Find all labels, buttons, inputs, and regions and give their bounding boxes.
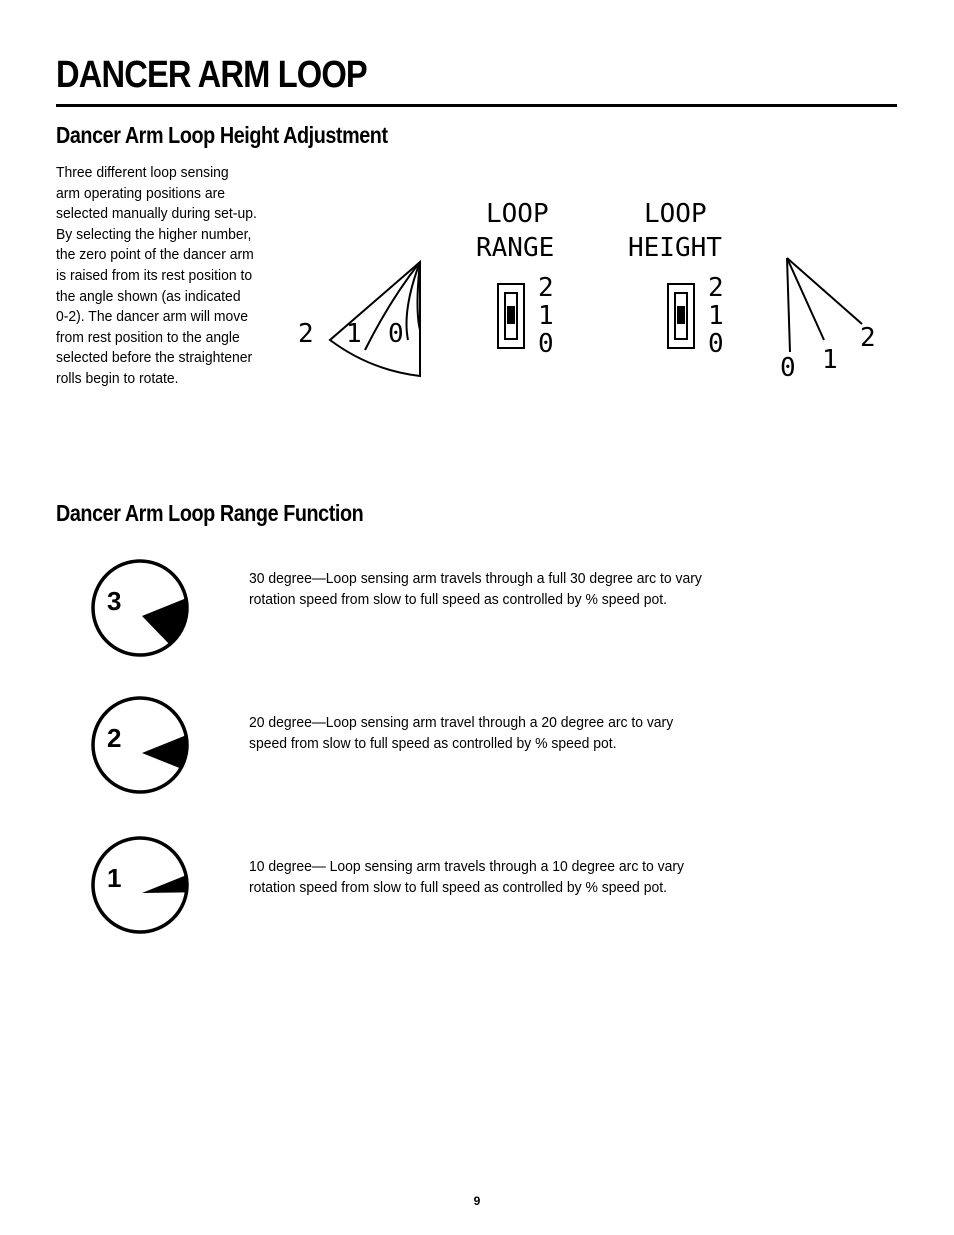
fan-label-1: 1 (346, 319, 362, 349)
description-line: rolls begin to rotate. (56, 369, 179, 387)
range-dial-1 (90, 835, 190, 935)
height-section-heading: Dancer Arm Loop Height Adjustment (56, 122, 388, 148)
description-line: the zero point of the dancer arm (56, 246, 254, 264)
height-label-line2: HEIGHT (628, 233, 722, 263)
range-switch-pos-0: 0 (538, 329, 554, 359)
range-switch-pos-1: 1 (538, 301, 554, 331)
page-title: DANCER ARM LOOP (56, 54, 367, 96)
fan-label-2: 2 (298, 319, 314, 349)
description-line: 0-2). The dancer arm will move (56, 308, 249, 326)
dial-wedge (142, 598, 187, 644)
height-switch-pos-0: 0 (708, 329, 724, 359)
height-label-line1: LOOP (644, 199, 707, 229)
height-switch-knob (678, 307, 684, 323)
title-divider (56, 104, 897, 107)
dial-wedge (142, 735, 187, 768)
arm-label-0: 0 (780, 353, 796, 383)
page-number: 9 (473, 1194, 481, 1208)
range-section-heading: Dancer Arm Loop Range Function (56, 500, 364, 526)
description-line: is raised from its rest position to (56, 266, 253, 284)
range-label-line2: RANGE (476, 233, 555, 263)
range-item-description (249, 713, 673, 754)
description-line: the angle shown (as indicated (56, 287, 241, 305)
description-line: from rest position to the angle (56, 328, 240, 346)
range-item-description (249, 569, 702, 610)
description-line: rotation speed from slow to full speed as controlled by % speed pot. (249, 590, 667, 608)
description-line: speed from slow to full speed as controlled by % speed pot. (249, 734, 617, 752)
arm-line-0 (787, 258, 790, 352)
description-line: selected before the straightener (56, 349, 253, 367)
fan-label-0: 0 (388, 319, 404, 349)
dial-number: 2 (107, 723, 122, 753)
range-label-line1: LOOP (486, 199, 549, 229)
range-dial-2 (90, 695, 190, 795)
height-switch-pos-1: 1 (708, 301, 724, 331)
arm-label-1: 1 (822, 345, 838, 375)
description-line: 10 degree— Loop sensing arm travels through a 10 degree arc to vary (249, 858, 685, 875)
description-line: rotation speed from slow to full speed as controlled by % speed pot. (249, 878, 667, 896)
dial-number: 3 (107, 586, 122, 616)
range-dial-3 (90, 558, 190, 658)
description-line: Three different loop sensing (56, 164, 229, 181)
dial-wedge (142, 875, 187, 893)
arm-line-2 (787, 258, 862, 324)
arm-line-1 (787, 258, 824, 340)
description-line: arm operating positions are (56, 184, 226, 202)
loop-height-diagram (290, 190, 890, 390)
dial-number: 1 (107, 863, 122, 893)
description-line: 20 degree—Loop sensing arm travel through a 20 degree arc to vary (249, 714, 674, 731)
description-line: By selecting the higher number, (56, 225, 252, 243)
range-item-description (249, 857, 684, 898)
description-line: 30 degree—Loop sensing arm travels through a full 30 degree arc to vary (249, 570, 702, 587)
height-section-description (56, 163, 257, 390)
height-switch-pos-2: 2 (708, 273, 724, 303)
description-line: selected manually during set-up. (56, 205, 257, 223)
arm-label-2: 2 (860, 323, 876, 353)
range-switch-knob (508, 307, 514, 323)
range-switch-pos-2: 2 (538, 273, 554, 303)
